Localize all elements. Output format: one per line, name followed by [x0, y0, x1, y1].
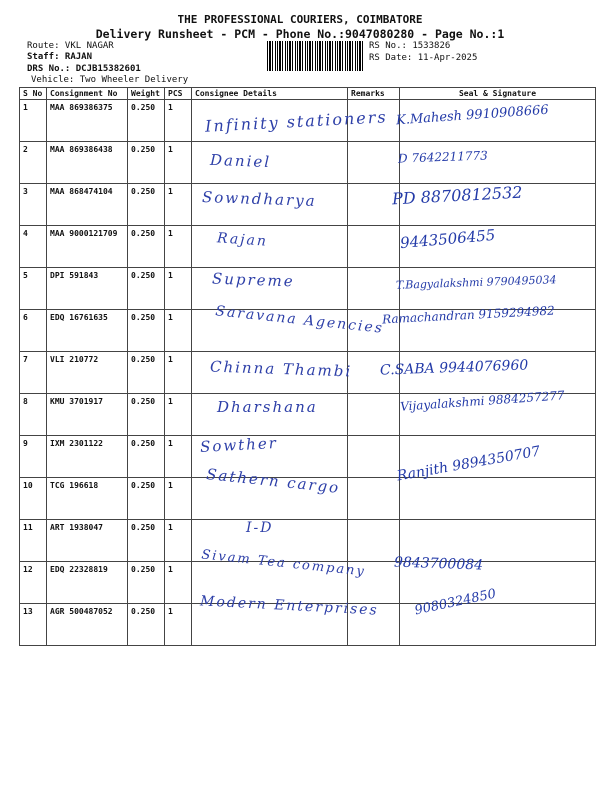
row-consignment-no: EDQ 22328819 [47, 562, 128, 604]
signature-handwriting: 9443506455 [399, 225, 497, 253]
col-weight: Weight [128, 88, 165, 100]
signature-handwriting: C.SABA 9944076960 [379, 357, 529, 379]
row-pcs: 1 [165, 310, 192, 352]
table-row [20, 268, 596, 310]
vehicle-label: Vehicle: Two Wheeler Delivery [31, 75, 189, 85]
signature-handwriting: K.Mahesh 9910908666 [395, 102, 550, 129]
col-consignee: Consignee Details [192, 88, 348, 100]
signature-handwriting: T.Bagyalakshmi 9790495034 [395, 273, 557, 292]
staff-label: Staff: RAJAN [27, 52, 93, 62]
row-remarks [348, 268, 400, 310]
row-remarks [348, 478, 400, 520]
row-consignee-cell [192, 226, 348, 268]
signature-handwriting: 9843700084 [393, 554, 484, 574]
row-pcs: 1 [165, 562, 192, 604]
row-weight: 0.250 [128, 310, 165, 352]
col-sno: S No [20, 88, 47, 100]
row-weight: 0.250 [128, 562, 165, 604]
barcode-image [267, 41, 363, 71]
row-weight: 0.250 [128, 268, 165, 310]
row-pcs: 1 [165, 604, 192, 646]
route-label: Route: VKL NAGAR [27, 41, 114, 51]
row-sno: 10 [20, 478, 47, 520]
row-consignment-no: MAA 868474104 [47, 184, 128, 226]
table-row [20, 520, 596, 562]
row-signature-cell [400, 478, 596, 520]
row-pcs: 1 [165, 436, 192, 478]
consignee-handwriting: Infinity stationers [204, 107, 389, 136]
row-consignment-no: DPI 591843 [47, 268, 128, 310]
consignee-handwriting: Rajan [216, 230, 269, 250]
row-weight: 0.250 [128, 226, 165, 268]
row-sno: 13 [20, 604, 47, 646]
consignee-handwriting: Modern Enterprises [199, 593, 380, 619]
row-remarks [348, 520, 400, 562]
row-consignment-no: EDQ 16761635 [47, 310, 128, 352]
company-title: THE PROFESSIONAL COURIERS, COIMBATORE [177, 13, 423, 26]
row-weight: 0.250 [128, 142, 165, 184]
row-weight: 0.250 [128, 520, 165, 562]
consignee-handwriting: Dharshana [217, 398, 318, 416]
row-sno: 11 [20, 520, 47, 562]
row-weight: 0.250 [128, 184, 165, 226]
rs-no-label: RS No.: 1533826 [369, 41, 451, 51]
table-row [20, 142, 596, 184]
consignee-handwriting: Sivam Tea company [200, 547, 367, 580]
row-sno: 5 [20, 268, 47, 310]
consignee-handwriting: Chinna Thambi [209, 357, 353, 381]
row-sno: 8 [20, 394, 47, 436]
row-consignment-no: IXM 2301122 [47, 436, 128, 478]
row-weight: 0.250 [128, 478, 165, 520]
consignee-handwriting: Supreme [211, 269, 295, 291]
col-consignment: Consignment No [47, 88, 128, 100]
row-remarks [348, 394, 400, 436]
row-sno: 9 [20, 436, 47, 478]
row-weight: 0.250 [128, 352, 165, 394]
col-signature: Seal & Signature [400, 88, 596, 100]
row-pcs: 1 [165, 352, 192, 394]
row-consignment-no: AGR 500487052 [47, 604, 128, 646]
row-pcs: 1 [165, 394, 192, 436]
row-weight: 0.250 [128, 604, 165, 646]
col-pcs: PCS [165, 88, 192, 100]
row-consignment-no: VLI 210772 [47, 352, 128, 394]
table-header-row [20, 88, 596, 100]
row-sno: 1 [20, 100, 47, 142]
consignee-handwriting: Sowther [199, 433, 279, 457]
consignee-handwriting: I-D [246, 520, 274, 536]
row-remarks [348, 436, 400, 478]
row-sno: 3 [20, 184, 47, 226]
row-pcs: 1 [165, 184, 192, 226]
consignee-handwriting: Sowndharya [201, 188, 317, 210]
row-remarks [348, 142, 400, 184]
row-pcs: 1 [165, 100, 192, 142]
col-remarks: Remarks [348, 88, 400, 100]
row-pcs: 1 [165, 478, 192, 520]
rs-date-label: RS Date: 11-Apr-2025 [369, 53, 478, 63]
row-consignment-no: MAA 869386438 [47, 142, 128, 184]
row-sno: 4 [20, 226, 47, 268]
row-weight: 0.250 [128, 394, 165, 436]
row-consignment-no: TCG 196618 [47, 478, 128, 520]
table-row [20, 226, 596, 268]
runsheet-subtitle: Delivery Runsheet - PCM - Phone No.:9047080280 - Page No.:1 [95, 27, 505, 41]
row-pcs: 1 [165, 142, 192, 184]
signature-handwriting: PD 8870812532 [391, 182, 523, 209]
row-consignment-no: ART 1938047 [47, 520, 128, 562]
row-consignment-no: KMU 3701917 [47, 394, 128, 436]
signature-handwriting: Vijayalakshmi 9884257277 [399, 388, 565, 414]
row-weight: 0.250 [128, 100, 165, 142]
row-pcs: 1 [165, 520, 192, 562]
row-pcs: 1 [165, 268, 192, 310]
row-sno: 2 [20, 142, 47, 184]
row-consignment-no: MAA 9000121709 [47, 226, 128, 268]
consignee-handwriting: Daniel [209, 150, 272, 172]
consignee-handwriting: Sathern cargo [205, 465, 342, 497]
row-weight: 0.250 [128, 436, 165, 478]
row-pcs: 1 [165, 226, 192, 268]
signature-handwriting: Ramachandran 9159294982 [381, 303, 556, 327]
row-sno: 7 [20, 352, 47, 394]
signature-handwriting: Ranjith 9894350707 [395, 443, 542, 485]
consignee-handwriting: Saravana Agencies [214, 303, 385, 337]
signature-handwriting: 9080324850 [413, 586, 498, 619]
drs-label: DRS No.: DCJB15382601 [27, 64, 141, 74]
row-consignment-no: MAA 869386375 [47, 100, 128, 142]
row-sno: 12 [20, 562, 47, 604]
row-remarks [348, 226, 400, 268]
signature-handwriting: D 7642211773 [397, 148, 489, 166]
row-sno: 6 [20, 310, 47, 352]
